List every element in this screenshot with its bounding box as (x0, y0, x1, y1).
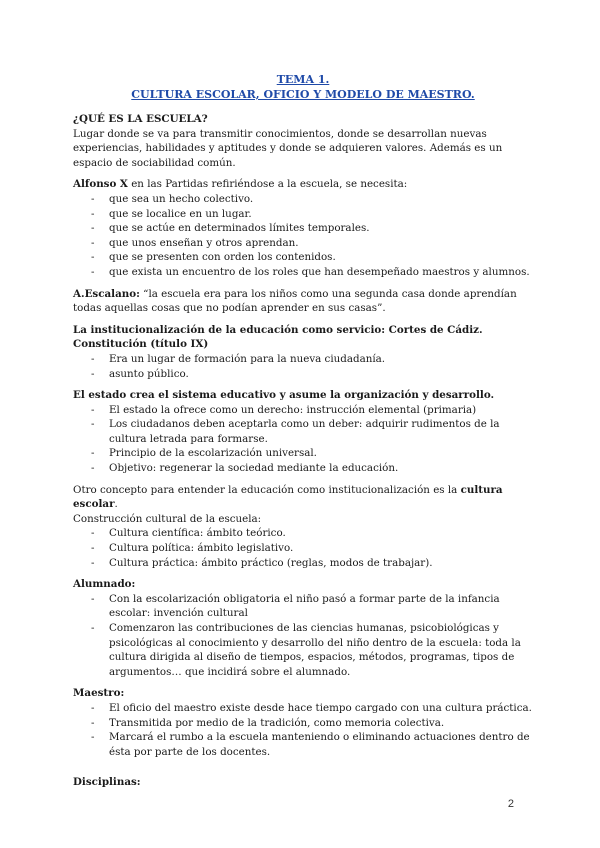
alfonso-list (73, 192, 533, 280)
document-title (73, 72, 533, 102)
constitucion-subheading: Constitución (título IX) (73, 338, 209, 351)
alfonso-name: Alfonso X (73, 178, 128, 191)
alumnado-list (73, 592, 533, 680)
list-item: - Marcará el rumbo a la escuela manteniendo o eliminando actuaciones dentro de ésta por parte de los docentes. (73, 730, 533, 759)
estado-heading: El estado crea el sistema educativo y asume la organización y desarrollo. (73, 389, 495, 402)
cultura-intro (73, 483, 533, 512)
cultura-sub: Construcción cultural de la escuela: (73, 512, 262, 525)
list-item: - que se actúe en determinados límites temporales. (73, 221, 533, 236)
list-item: - Principio de la escolarización universal. (73, 446, 533, 461)
list-item: - Los ciudadanos deben aceptarla como un deber: adquirir rudimentos de la cultura letrada para formarse. (73, 417, 533, 446)
institucionalizacion-heading: La institucionalización de la educación como servicio: Cortes de Cádiz. (73, 323, 483, 336)
cultura-term: cultura escolar (73, 483, 503, 511)
list-item: - que unos enseñan y otros aprendan. (73, 236, 533, 251)
list-item: - Cultura práctica: ámbito práctico (reglas, modos de trabajar). (73, 556, 533, 571)
list-item: - Objetivo: regenerar la sociedad mediante la educación. (73, 461, 533, 476)
alfonso-intro (73, 177, 533, 192)
maestro-list (73, 701, 533, 759)
list-item: - que exista un encuentro de los roles que han desempeñado maestros y alumnos. (73, 265, 533, 280)
list-item: - Era un lugar de formación para la nueva ciudadanía. (73, 352, 533, 367)
list-item: - Transmitida por medio de la tradición, como memoria colectiva. (73, 716, 533, 731)
estado-list (73, 403, 533, 476)
disciplinas-heading: Disciplinas: (73, 776, 141, 789)
alfonso-intro-text: en las Partidas refiriéndose a la escuela, se necesita: (127, 178, 408, 191)
list-item: - Cultura científica: ámbito teórico. (73, 526, 533, 541)
institucionalizacion-list (73, 352, 533, 381)
list-item: - que se presenten con orden los contenidos. (73, 250, 533, 265)
list-item: - Comenzaron las contribuciones de las ciencias humanas, psicobiológicas y psicológicas al conocimiento y desarrollo del niño dentro de la escuela: toda la cultura dirigida al diseño de tiempos, espacios, métodos, programas, tipos de argumentos… que incidirá sobre el alumnado. (73, 621, 533, 679)
document-page (73, 72, 533, 790)
list-item: - El estado la ofrece como un derecho: instrucción elemental (primaria) (73, 403, 533, 418)
list-item: - Cultura política: ámbito legislativo. (73, 541, 533, 556)
list-item: - que sea un hecho colectivo. (73, 192, 533, 207)
page-number: 2 (507, 798, 514, 810)
que-es-heading: ¿QUÉ ES LA ESCUELA? (73, 113, 208, 125)
list-item: - asunto público. (73, 367, 533, 382)
escalano-quote (73, 287, 533, 316)
alumnado-heading: Alumnado: (73, 578, 136, 591)
cultura-period: . (114, 498, 118, 511)
maestro-heading: Maestro: (73, 687, 125, 700)
list-item: - Con la escolarización obligatoria el niño pasó a formar parte de la infancia escolar: invención cultural (73, 592, 533, 621)
escalano-quote-text: “la escuela era para los niños como una segunda casa donde aprendían todas aquellas cosas que no podían aprender en sus casas”. (73, 287, 517, 315)
list-item: - El oficio del maestro existe desde hace tiempo cargado con una cultura práctica. (73, 701, 533, 716)
title-line-2: CULTURA ESCOLAR, OFICIO Y MODELO DE MAESTRO. (131, 88, 475, 101)
cultura-list (73, 526, 533, 570)
list-item: - que se localice en un lugar. (73, 207, 533, 222)
cultura-intro-text: Otro concepto para entender la educación como institucionalización es la (73, 483, 461, 496)
escalano-name: A.Escalano: (73, 287, 140, 300)
que-es-text: Lugar donde se va para transmitir conocimientos, donde se desarrollan nuevas experiencias, habilidades y aptitudes y donde se adquieren valores. Además es un espacio de sociabilidad común. (73, 127, 503, 169)
title-line-1: TEMA 1. (276, 73, 330, 86)
